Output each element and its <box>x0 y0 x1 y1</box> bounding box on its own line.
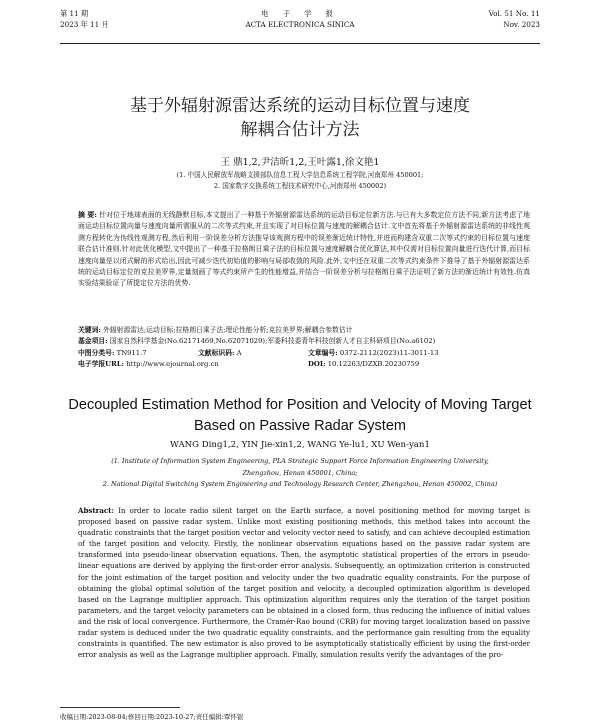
header-rule <box>60 43 540 44</box>
affiliations-cn <box>60 170 540 192</box>
clc-value: TN911.7 <box>116 349 147 357</box>
abstract-cn-text: 针对位于地球表面的无线静默目标,本文提出了一种基于外辐射源雷达系统的运动目标定位新方法.与已有大多数定位方法不同,新方法考虑了地面运动目标位置向量与速度向量所需服从的二次等式约束,并且实现了对目标位置与速度的解耦合估计.文中首先将基于外辐射源雷达系统的非线性观测方程转化为伪线性观测方程,然后利用一阶误差分析方法推导该观测方程中的误差渐近统计特性,并进而构建含双重二次等式约束的目标位置与速度联合估计准则.针对此优化模型,文中提出了一种基于拉格朗日乘子法的目标位置与速度解耦合优化算法,其中仅需对目标位置向量进行迭代计算,而目标速度向量是以闭式解的形式给出,因此可减少迭代初始值的影响与局部收敛的风险.此外,文中还在双重二次等式约束条件下推导了基于外辐射源雷达系统的运动目标定位的克拉美罗界,定量刻画了等式约束所产生的性能增益,并结合一阶误差分析与拉格朗日乘子法证明了新方法的渐近统计有效性.仿真实验结果验证了所提定位方法的优势. <box>78 211 530 288</box>
url-label: 电子学报URL: <box>78 360 125 368</box>
journal-url <box>78 359 219 370</box>
title-en <box>60 395 540 437</box>
doi <box>308 359 419 370</box>
abstract-en <box>78 505 530 660</box>
keywords-label: 关键词: <box>78 326 101 334</box>
article-number-label: 文章编号: <box>308 349 338 357</box>
keywords-row <box>78 325 530 336</box>
authors-en: WANG Ding1,2, YIN Jie-xin1,2, WANG Ye-lu1, XU Wen-yan1 <box>170 440 430 450</box>
affil-en-1: (1. Institute of Information System Engineering, PLA Strategic Support Force Information Engineering University, <box>111 457 489 465</box>
title-en-line1: Decoupled Estimation Method for Position and Velocity of Moving Target <box>68 397 532 413</box>
abstract-en-label: Abstract: <box>78 506 115 515</box>
footnote-rule <box>60 707 180 708</box>
article-number-value: 0372-2112(2023)11-3011-13 <box>339 349 439 357</box>
clc-label: 中图分类号: <box>78 349 115 357</box>
fund-text: 国家自然科学基金(No.62171469,No.62071029);军委科技委青年科技创新人才自主科研项目(No.a6102) <box>109 337 436 345</box>
doc-code <box>198 348 242 359</box>
date-cn: 2023 年 11 月 <box>60 20 109 29</box>
authors-cn: 王 鼎1,2,尹洁昕1,2,王叶露1,徐文艳1 <box>220 157 380 168</box>
fund-label: 基金项目: <box>78 337 108 345</box>
header-right <box>489 8 540 30</box>
title-cn-line1: 基于外辐射源雷达系统的运动目标位置与速度 <box>130 96 470 116</box>
affil-en-2: Zhengzhou, Henan 450001, China; <box>242 468 358 477</box>
abstract-en-text: In order to locate radio silent target on the Earth surface, a novel positioning method for moving target is proposed based on passive radar system. Unlike most existing positioning methods, this method takes into account the quadratic constraints that the target position vector and velocity vector need to satisfy, and can achieve decoupled estimation of the target position and velocity. Firstly, the nonlinear observation equations based on the passive radar system are transformed into pseudo-linear observation equations. Then, the asymptotic statistical properties of the errors in pseudo-linear equations are derived by applying the first-order error analysis. Subsequently, an optimization criterion is constructed for the joint estimation of the target position and velocity under the two quadratic equality constraints. For the purpose of obtaining the global optimal solution of the target position and velocity, a decoupled optimization algorithm is developed based on the Lagrange multiplier approach. This optimization algorithm requires only the iteration of the target position parameters, and the target velocity parameters can be obtained in a closed form, thus reducing the influence of initial values and the risk of local convergence. Furthermore, the Cramér-Rao bound (CRB) for moving target localization based on passive radar system is deduced under the two quadratic equality constraints, and the performance gain resulting from the equality constraints is quantified. The new estimator is also proved to be asymptotically statistically efficient by using the first-order error analysis as well as the Lagrange multiplier approach. Finally, simulation results verify the advantages of the pro- <box>78 506 530 660</box>
doi-label: DOI: <box>308 360 326 368</box>
affiliations-en <box>60 456 540 491</box>
url-link[interactable]: http://www.ejournal.org.cn <box>126 360 219 368</box>
affil-cn-1: (1. 中国人民解放军战略支援部队信息工程大学信息系统工程学院,河南郑州 450001; <box>176 171 424 179</box>
title-cn-line2: 解耦合估计方法 <box>240 120 360 140</box>
fund-row <box>78 336 530 347</box>
doc-code-label: 文献标识码: <box>198 349 235 357</box>
header-center <box>60 8 540 30</box>
abstract-cn-label: 摘 要: <box>78 211 97 219</box>
keywords-text: 外辐射源雷达;运动目标;拉格朗日乘子法;理论性能分析;克拉美罗界;解耦合参数估计 <box>103 326 353 334</box>
title-en-line2: Based on Passive Radar System <box>194 418 406 434</box>
clc <box>78 348 147 359</box>
issue-cn: 第 11 期 <box>60 9 89 18</box>
affil-en-3: 2. National Digital Switching System Engineering and Technology Research Center, Zhengzhou, Henan 450002, China) <box>102 480 498 488</box>
abstract-cn <box>78 210 530 290</box>
volume-number: Vol. 51 No. 11 <box>488 9 540 18</box>
article-number <box>308 348 439 359</box>
affil-cn-2: 2. 国家数字交换系统工程技术研究中心,河南郑州 450002) <box>213 182 387 190</box>
date-en: Nov. 2023 <box>503 20 540 29</box>
journal-name-en: ACTA ELECTRONICA SINICA <box>245 20 355 29</box>
journal-name-cn: 电 子 学 报 <box>261 9 339 18</box>
title-cn <box>60 94 540 142</box>
doc-code-value: A <box>236 349 242 357</box>
doi-value[interactable]: 10.12263/DZXB.20230759 <box>327 360 420 368</box>
running-header <box>60 8 540 44</box>
footnote-dates: 收稿日期:2023-08-04;修回日期:2023-10-27;责任编辑:覃怀银 <box>60 713 244 721</box>
